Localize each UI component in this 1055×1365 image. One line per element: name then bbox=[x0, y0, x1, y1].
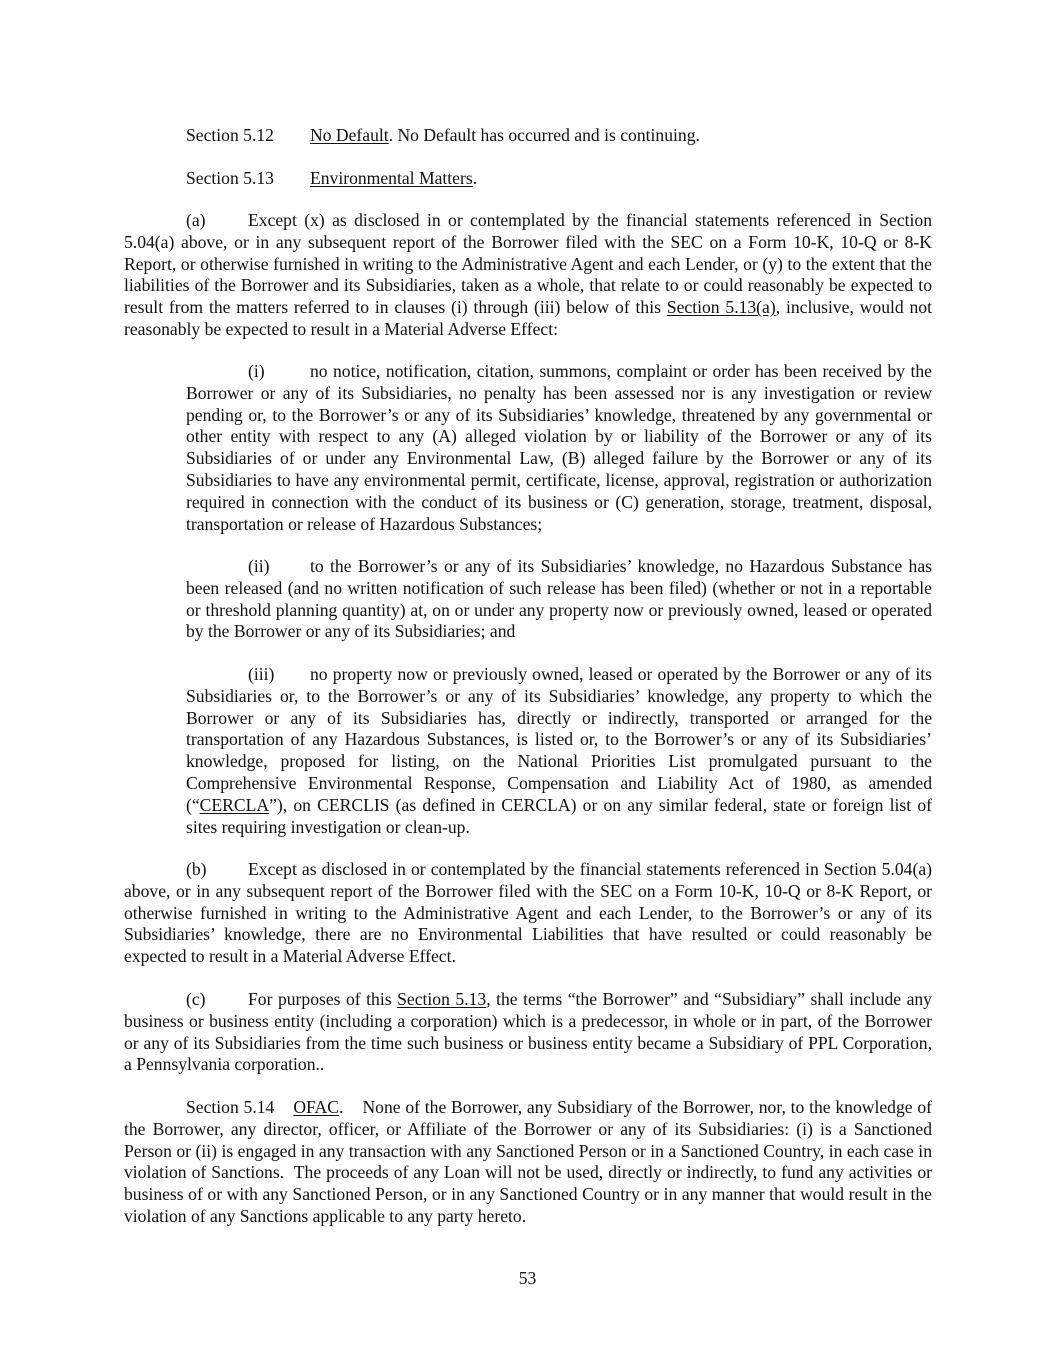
paragraph-text-end: ”), on CERCLIS (as defined in CERCLA) or on any similar federal, state or foreign list of sites requiring investigation or clean-up. bbox=[186, 794, 932, 837]
section-text: . No Default has occurred and is continuing. bbox=[388, 125, 700, 145]
paragraph-text: no notice, notification, citation, summons, complaint or order has been received by the Borrower or any of its Subsidiaries, no penalty has been assessed nor is any investigation or review pending or, to the Borrower’s or any of its Subsidiaries’ knowledge, threatened by any governmental or other entity with respect to any (A) alleged violation by or liability of the Borrower or any of its Subsidiaries of or under any Environmental Law, (B) alleged failure by the Borrower or any of its Subsidiaries to have any environmental permit, certificate, license, approval, registration or authorization required in connection with the conduct of its business or (C) generation, storage, treatment, disposal, transportation or release of Hazardous Substances; bbox=[186, 361, 932, 534]
paragraph-iii bbox=[186, 664, 932, 838]
paragraph-text: to the Borrower’s or any of its Subsidiaries’ knowledge, no Hazardous Substance has been released (and no written notification of such release has been filed) (whether or not in a reportable or threshold planning quantity) at, on or under any property now or previously owned, leased or operated by the Borrower or any of its Subsidiaries; and bbox=[186, 556, 932, 642]
paragraph-marker: (c) bbox=[186, 989, 206, 1009]
section-number: Section 5.12 bbox=[186, 125, 274, 145]
paragraph-marker: (ii) bbox=[248, 556, 270, 576]
paragraph-text: no property now or previously owned, leased or operated by the Borrower or any of its Subsidiaries or, to the Borrower’s or any of its Subsidiaries’ knowledge, any property to which the Borrower or any of its Subsidiaries has, directly or indirectly, transported or arranged for the transportation of any Hazardous Substances, is listed or, to the Borrower’s or any of its Subsidiaries’ knowledge, proposed for listing, on the National Priorities List promulgated pursuant to the Comprehensive Environmental Response, Compensation and Liability Act of 1980, as amended (“ bbox=[186, 664, 932, 815]
section-title: No Default bbox=[310, 125, 389, 145]
section-number: Section 5.13 bbox=[186, 168, 274, 188]
paragraph-text: For purposes of this bbox=[248, 989, 398, 1009]
paragraph-ii bbox=[186, 556, 932, 643]
paragraph-marker: (a) bbox=[186, 210, 206, 230]
page-number: 53 bbox=[518, 1268, 537, 1288]
paragraph-text: Except as disclosed in or contemplated by the financial statements referenced in Section 5.04(a) above, or in any subsequent report of the Borrower filed with the SEC on a Form 10-K, 10-Q or 8-K Report, or otherwise furnished in writing to the Administrative Agent and each Lender, to the Borrower’s or any of its Subsidiaries’ knowledge, there are no Environmental Liabilities that have resulted or could reasonably be expected to result in a Material Adverse Effect. bbox=[124, 859, 932, 967]
paragraph-marker: (i) bbox=[248, 361, 265, 381]
section-number: Section 5.14 bbox=[186, 1097, 275, 1117]
section-reference: Section 5.13 bbox=[397, 989, 487, 1009]
section-5-12 bbox=[186, 125, 700, 147]
paragraph-text-end: , inclusive, would not reasonably be expected to result in a Material Adverse Effect: bbox=[124, 297, 932, 339]
paragraph-i bbox=[186, 361, 932, 535]
section-5-14 bbox=[124, 1097, 937, 1228]
paragraph-a bbox=[124, 210, 932, 341]
section-title: OFAC bbox=[293, 1097, 339, 1117]
paragraph-marker: (b) bbox=[186, 859, 207, 879]
paragraph-marker: (iii) bbox=[248, 664, 275, 684]
section-title-end: . bbox=[472, 168, 478, 188]
paragraph-c bbox=[124, 989, 932, 1076]
defined-term-cercla: CERCLA bbox=[199, 794, 270, 815]
paragraph-text: Except (x) as disclosed in or contemplated by the financial statements referenced in Section 5.04(a) above, or in any subsequent report of the Borrower filed with the SEC on a Form 10-K, 10-Q or 8-K Report, or otherwise furnished in writing to the Administrative Agent and each Lender, or (y) to the extent that the liabilities of the Borrower and its Subsidiaries, taken as a whole, that relate to or could reasonably be expected to result from the matters referred to in clauses (i) through (iii) below of this bbox=[124, 210, 932, 318]
section-title: Environmental Matters bbox=[310, 168, 473, 188]
paragraph-b bbox=[124, 859, 932, 968]
section-reference: Section 5.13(a) bbox=[666, 297, 776, 318]
section-5-13 bbox=[186, 168, 477, 190]
section-text: . None of the Borrower, any Subsidiary of the Borrower, nor, to the knowledge of the Borrower, any director, officer, or Affiliate of the Borrower or any of its Subsidiaries: (i) is a Sanctioned Person or (ii) is engaged in any transaction with any Sanctioned Person or in a Sanctioned Country, in each case in violation of Sanctions. The proceeds of any Loan will not be used, directly or indirectly, to fund any activities or business of or with any Sanctioned Person, or in any Sanctioned Country or in any manner that would result in the violation of any Sanctions applicable to any party hereto. bbox=[124, 1097, 937, 1226]
paragraph-text-end: , the terms “the Borrower” and “Subsidiary” shall include any business or business entity (including a corporation) which is a predecessor, in whole or in part, of the Borrower or any of its Subsidiaries from the time such business or business entity became a Subsidiary of PPL Corporation, a Pennsylvania corporation.. bbox=[124, 989, 932, 1075]
